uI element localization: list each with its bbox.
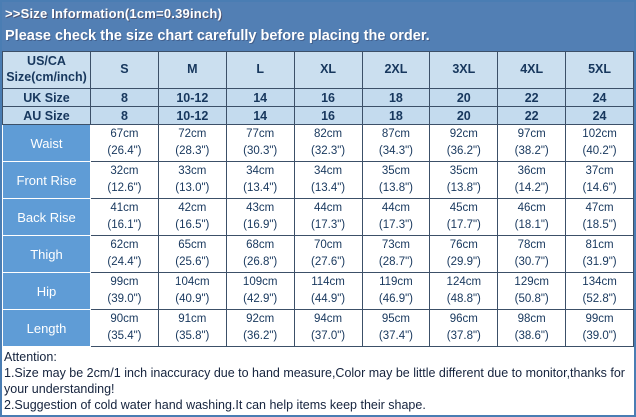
inch-value: (30.3") (243, 145, 278, 157)
measurement-row (3, 199, 634, 236)
corner-header (3, 52, 91, 89)
inch-value: (24.4") (107, 256, 142, 268)
measurement-cell (158, 125, 226, 162)
cm-value: 34cm (246, 164, 275, 177)
cm-value: 62cm (110, 238, 139, 251)
measurement-cell (430, 125, 498, 162)
cm-value: 134cm (582, 275, 617, 288)
measurement-cell (430, 162, 498, 199)
cm-value: 98cm (517, 312, 546, 325)
row-label: Hip (3, 273, 91, 310)
measurement-cell (362, 273, 430, 310)
measurement-cell (498, 310, 566, 347)
cm-value: 41cm (110, 201, 139, 214)
measurement-row (3, 273, 634, 310)
measurement-cell (226, 310, 294, 347)
measurement-cell (294, 125, 362, 162)
measurement-cell (226, 125, 294, 162)
measurement-row (3, 236, 634, 273)
measurement-cell (226, 162, 294, 199)
cm-value: 95cm (381, 312, 410, 325)
size-value-cell: 22 (498, 89, 566, 107)
size-value-cell: 18 (362, 89, 430, 107)
row-label: UK Size (3, 89, 91, 107)
column-header-s: S (91, 52, 159, 89)
column-header-l: L (226, 52, 294, 89)
inch-value: (17.3") (378, 219, 413, 231)
cm-value: 90cm (110, 312, 139, 325)
column-header-3xl: 3XL (430, 52, 498, 89)
cm-value: 32cm (110, 164, 139, 177)
inch-value: (16.1") (107, 219, 142, 231)
measurement-cell (566, 236, 634, 273)
inch-value: (18.1") (514, 219, 549, 231)
top-banner (2, 2, 634, 51)
cm-value: 81cm (585, 238, 614, 251)
cm-value: 67cm (110, 127, 139, 140)
measurement-row (3, 162, 634, 199)
column-header-5xl: 5XL (566, 52, 634, 89)
cm-value: 104cm (175, 275, 210, 288)
size-value-cell: 20 (430, 89, 498, 107)
inch-value: (32.3") (311, 145, 346, 157)
inch-value: (28.3") (175, 145, 210, 157)
inch-value: (42.9") (243, 293, 278, 305)
header-row (3, 52, 634, 89)
inch-value: (17.7") (446, 219, 481, 231)
cm-value: 96cm (449, 312, 478, 325)
inch-value: (13.8") (446, 182, 481, 194)
size-table-body (3, 89, 634, 347)
size-row (3, 89, 634, 107)
measurement-cell (294, 236, 362, 273)
measurement-cell (158, 273, 226, 310)
inch-value: (25.6") (175, 256, 210, 268)
size-value-cell: 10-12 (158, 107, 226, 125)
cm-value: 35cm (449, 164, 478, 177)
cm-value: 99cm (110, 275, 139, 288)
cm-value: 33cm (178, 164, 207, 177)
cm-value: 109cm (242, 275, 278, 288)
cm-value: 65cm (178, 238, 207, 251)
measurement-cell (498, 273, 566, 310)
size-value-cell: 8 (91, 107, 159, 125)
row-label: Length (3, 310, 91, 347)
cm-value: 68cm (246, 238, 275, 251)
column-header-4xl: 4XL (498, 52, 566, 89)
measurement-cell (91, 273, 159, 310)
footer-notes (2, 347, 634, 413)
cm-value: 37cm (585, 164, 614, 177)
cm-value: 124cm (446, 275, 482, 288)
cm-value: 99cm (585, 312, 614, 325)
cm-value: 42cm (178, 201, 207, 214)
cm-value: 70cm (314, 238, 343, 251)
inch-value: (52.8") (582, 293, 617, 305)
row-label: AU Size (3, 107, 91, 125)
cm-value: 35cm (381, 164, 410, 177)
measurement-cell (158, 236, 226, 273)
size-value-cell: 20 (430, 107, 498, 125)
corner-header-line2: Size(cm/inch) (6, 70, 87, 84)
inch-value: (30.7") (514, 256, 549, 268)
cm-value: 73cm (381, 238, 410, 251)
cm-value: 94cm (314, 312, 343, 325)
measurement-cell (566, 199, 634, 236)
inch-value: (38.2") (514, 145, 549, 157)
measurement-cell (430, 273, 498, 310)
column-header-2xl: 2XL (362, 52, 430, 89)
cm-value: 82cm (314, 127, 343, 140)
inch-value: (35.4") (107, 330, 142, 342)
size-value-cell: 18 (362, 107, 430, 125)
size-value-cell: 16 (294, 89, 362, 107)
measurement-cell (498, 199, 566, 236)
inch-value: (50.8") (514, 293, 549, 305)
inch-value: (31.9") (582, 256, 617, 268)
size-value-cell: 10-12 (158, 89, 226, 107)
row-label: Back Rise (3, 199, 91, 236)
measurement-cell (294, 199, 362, 236)
inch-value: (28.7") (378, 256, 413, 268)
measurement-cell (362, 125, 430, 162)
cm-value: 92cm (246, 312, 275, 325)
inch-value: (39.0") (582, 330, 617, 342)
inch-value: (14.2") (514, 182, 549, 194)
cm-value: 92cm (449, 127, 478, 140)
size-value-cell: 24 (566, 107, 634, 125)
measurement-cell (566, 310, 634, 347)
inch-value: (46.9") (378, 293, 413, 305)
size-chart-table (2, 51, 634, 347)
size-row (3, 107, 634, 125)
inch-value: (13.8") (378, 182, 413, 194)
cm-value: 91cm (178, 312, 207, 325)
measurement-cell (362, 199, 430, 236)
size-value-cell: 24 (566, 89, 634, 107)
measurement-cell (158, 199, 226, 236)
inch-value: (26.4") (107, 145, 142, 157)
measurement-cell (91, 310, 159, 347)
page-title: >>Size Information(1cm=0.39inch) (5, 6, 222, 21)
inch-value: (17.3") (311, 219, 346, 231)
measurement-row (3, 310, 634, 347)
inch-value: (13.4") (243, 182, 278, 194)
measurement-cell (430, 236, 498, 273)
cm-value: 36cm (517, 164, 546, 177)
size-value-cell: 8 (91, 89, 159, 107)
cm-value: 129cm (514, 275, 549, 288)
inch-value: (40.2") (582, 145, 617, 157)
footer-note-1: 1.Size may be 2cm/1 inch inaccuracy due to hand measure,Color may be little different due to monitor,thanks for your understanding! (4, 366, 625, 396)
cm-value: 44cm (314, 201, 343, 214)
cm-value: 47cm (585, 201, 614, 214)
measurement-cell (566, 162, 634, 199)
measurement-cell (362, 236, 430, 273)
measurement-cell (498, 162, 566, 199)
measurement-cell (91, 236, 159, 273)
inch-value: (38.6") (514, 330, 549, 342)
inch-value: (16.5") (175, 219, 210, 231)
cm-value: 46cm (517, 201, 546, 214)
measurement-cell (498, 125, 566, 162)
inch-value: (27.6") (311, 256, 346, 268)
measurement-cell (91, 199, 159, 236)
cm-value: 34cm (314, 164, 343, 177)
measurement-cell (294, 162, 362, 199)
inch-value: (37.4") (378, 330, 413, 342)
cm-value: 45cm (449, 201, 478, 214)
inch-value: (26.8") (243, 256, 278, 268)
cm-value: 102cm (582, 127, 617, 140)
measurement-cell (158, 310, 226, 347)
inch-value: (39.0") (107, 293, 142, 305)
inch-value: (34.3") (378, 145, 413, 157)
cm-value: 119cm (379, 275, 413, 288)
measurement-cell (362, 310, 430, 347)
measurement-row (3, 125, 634, 162)
size-value-cell: 14 (226, 107, 294, 125)
inch-value: (14.6") (582, 182, 617, 194)
inch-value: (37.0") (311, 330, 346, 342)
cm-value: 44cm (381, 201, 410, 214)
measurement-cell (430, 199, 498, 236)
measurement-cell (226, 236, 294, 273)
measurement-cell (91, 125, 159, 162)
inch-value: (40.9") (175, 293, 210, 305)
row-label: Waist (3, 125, 91, 162)
attention-label: Attention: (4, 350, 57, 364)
inch-value: (48.8") (446, 293, 481, 305)
cm-value: 97cm (517, 127, 546, 140)
cm-value: 114cm (311, 275, 345, 288)
cm-value: 76cm (449, 238, 478, 251)
inch-value: (13.4") (311, 182, 346, 194)
inch-value: (36.2") (243, 330, 278, 342)
inch-value: (35.8") (175, 330, 210, 342)
inch-value: (44.9") (311, 293, 346, 305)
banner-message: Please check the size chart carefully before placing the order. (5, 28, 430, 44)
footer-note-2: 2.Suggestion of cold water hand washing.It can help items keep their shape. (4, 398, 426, 412)
column-header-m: M (158, 52, 226, 89)
inch-value: (12.6") (107, 182, 142, 194)
size-value-cell: 14 (226, 89, 294, 107)
inch-value: (37.8") (446, 330, 481, 342)
cm-value: 72cm (178, 127, 207, 140)
measurement-cell (226, 273, 294, 310)
inch-value: (29.9") (446, 256, 481, 268)
measurement-cell (566, 273, 634, 310)
corner-header-line1: US/CA (27, 54, 66, 69)
inch-value: (13.0") (175, 182, 210, 194)
inch-value: (16.9") (243, 219, 278, 231)
row-label: Thigh (3, 236, 91, 273)
size-value-cell: 22 (498, 107, 566, 125)
size-value-cell: 16 (294, 107, 362, 125)
measurement-cell (91, 162, 159, 199)
measurement-cell (294, 310, 362, 347)
cm-value: 77cm (246, 127, 275, 140)
measurement-cell (362, 162, 430, 199)
inch-value: (36.2") (446, 145, 481, 157)
measurement-cell (158, 162, 226, 199)
column-header-xl: XL (294, 52, 362, 89)
measurement-cell (430, 310, 498, 347)
cm-value: 78cm (517, 238, 546, 251)
cm-value: 87cm (381, 127, 410, 140)
measurement-cell (566, 125, 634, 162)
measurement-cell (294, 273, 362, 310)
measurement-cell (226, 199, 294, 236)
row-label: Front Rise (3, 162, 91, 199)
cm-value: 43cm (246, 201, 275, 214)
inch-value: (18.5") (582, 219, 617, 231)
measurement-cell (498, 236, 566, 273)
